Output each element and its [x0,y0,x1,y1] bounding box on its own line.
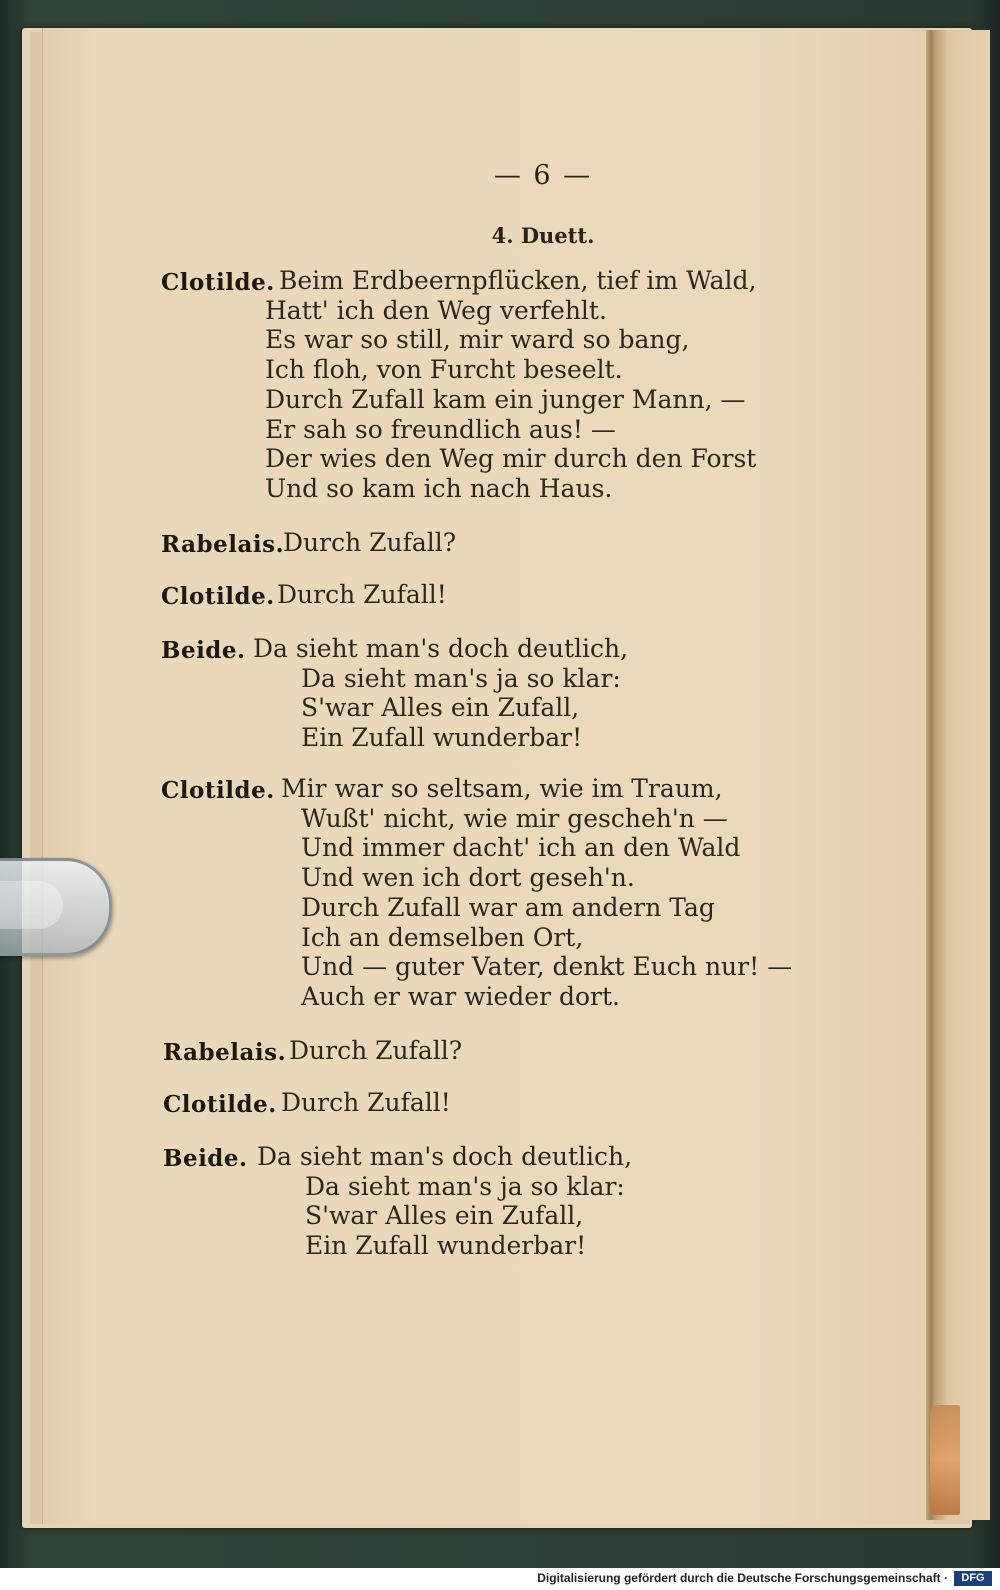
facing-page-edge [934,30,990,1520]
verse-line: Beim Erdbeernpflücken, tief im Wald, [279,266,757,295]
verse-line: Durch Zufall! [281,1088,451,1117]
verse-line: Durch Zufall kam ein junger Mann, — [265,385,746,414]
book-page [42,28,933,1524]
verse-line: Und — guter Vater, denkt Euch nur! — [301,952,793,981]
verse-line: S'war Alles ein Zufall, [301,693,580,722]
footer-bar [0,1568,1000,1590]
funding-credit: Digitalisierung gefördert durch die Deutsche Forschungsgemeinschaft · [537,1571,948,1585]
verse-line: Ich an demselben Ort, [301,923,584,952]
speaker-name: Clotilde. [161,269,275,296]
speaker-name: Beide. [163,1145,248,1172]
verse-line: Es war so still, mir ward so bang, [265,325,690,354]
verse-line: Da sieht man's doch deutlich, [257,1142,633,1171]
verse-line: Da sieht man's ja so klar: [305,1172,625,1201]
section-title: 4. Duett. [491,223,595,248]
speaker-name: Clotilde. [161,583,275,610]
dfg-logo: DFG [954,1571,992,1586]
verse-line: Da sieht man's ja so klar: [301,664,621,693]
verse-line: Mir war so seltsam, wie im Traum, [281,774,723,803]
verse-line: Durch Zufall war am andern Tag [301,893,715,922]
verse-line: Ein Zufall wunderbar! [305,1231,587,1260]
verse-line: S'war Alles ein Zufall, [305,1201,584,1230]
verse-line: Und immer dacht' ich an den Wald [301,833,741,862]
verse-line: Ein Zufall wunderbar! [301,723,583,752]
verse-line: Durch Zufall? [283,528,457,557]
page-clip [0,858,112,956]
verse-line: Wußt' nicht, wie mir gescheh'n — [301,804,728,833]
page-number: — 6 — [493,160,593,191]
verse-line: Und wen ich dort geseh'n. [301,863,635,892]
speaker-name: Clotilde. [161,777,275,804]
speaker-name: Clotilde. [163,1091,277,1118]
verse-line: Hatt' ich den Weg verfehlt. [265,296,607,325]
verse-line: Der wies den Weg mir durch den Forst [265,444,757,473]
verse-line: Durch Zufall! [277,580,447,609]
frayed-page-edge [930,1405,960,1515]
verse-line: Auch er war wieder dort. [301,982,620,1011]
verse-line: Er sah so freundlich aus! — [265,415,616,444]
verse-line: Und so kam ich nach Haus. [265,474,613,503]
verse-line: Durch Zufall? [289,1036,463,1065]
verse-line: Ich floh, von Furcht beseelt. [265,355,623,384]
verse-line: Da sieht man's doch deutlich, [253,634,629,663]
speaker-name: Beide. [161,637,246,664]
speaker-name: Rabelais. [161,531,285,558]
speaker-name: Rabelais. [163,1039,287,1066]
